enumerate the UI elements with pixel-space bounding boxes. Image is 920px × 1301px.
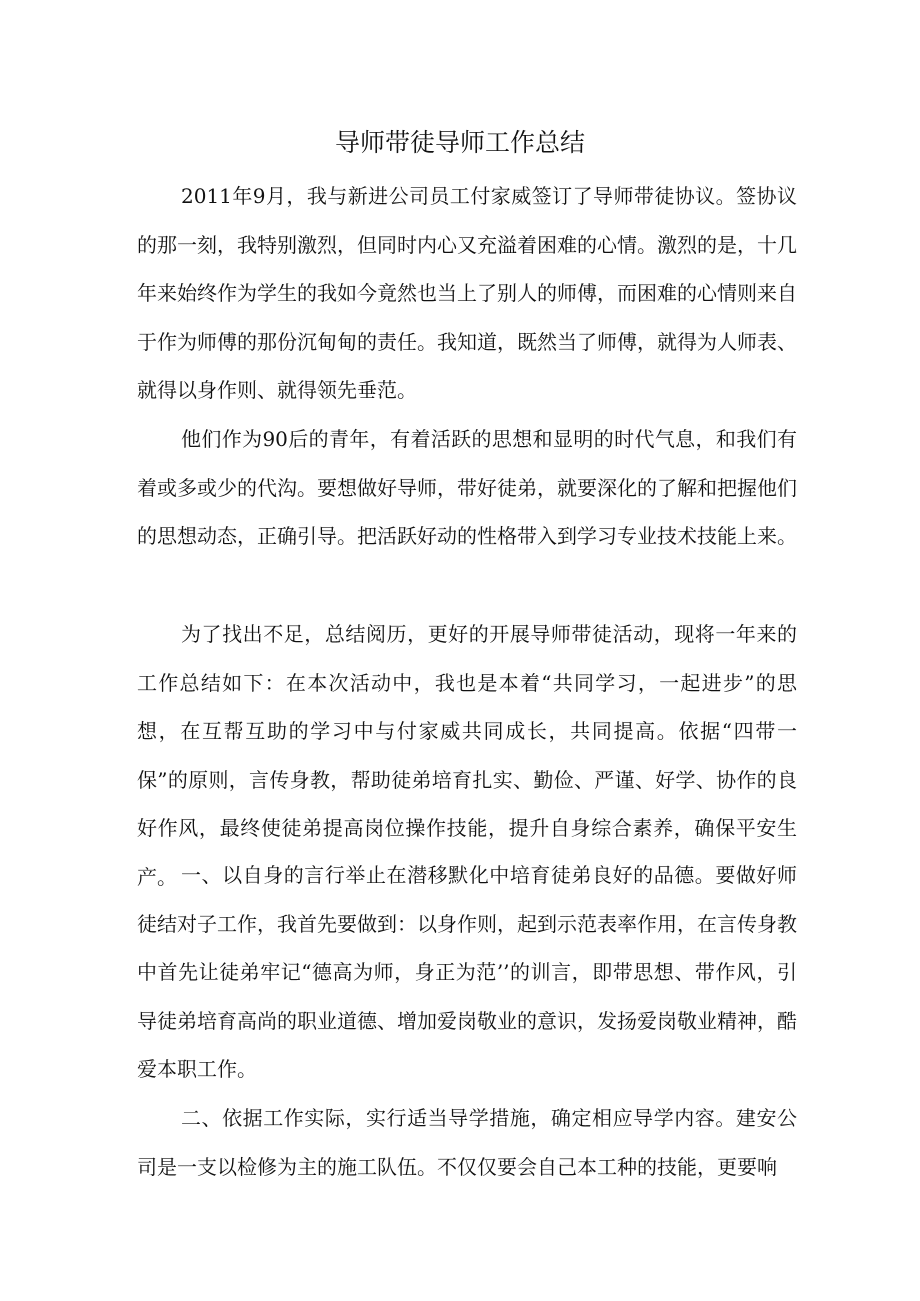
paragraph-4: 一、以自身的言行举止在潜移默化中培育徒弟良好的品德。要做好师徒结对子工作，我首先要做到：以身作则，起到示范表率作用，在言传身教中首先让徒弟牢记“德高为师，身正为范’’的训言，即带思想、带作风，引导徒弟培育高尚的职业道德、增加爱岗敬业的意识，发扬爱岗敬业精神，酷爱本职工作。 [137,863,797,1081]
paragraph-1: 2011年9月，我与新进公司员工付家威签订了导师带徒协议。签协议的那一刻，我特别激烈，但同时内心又充溢着困难的心情。激烈的是，十几年来始终作为学生的我如今竟然也当上了别人的师傅，而困难的心情则来自于作为师傅的那份沉甸甸的责任。我知道，既然当了师傅，就得为人师表、就得以身作则、就得领先垂范。 [137,184,797,402]
document-title: 导师带徒导师工作总结 [334,128,585,157]
paragraph-5: 二、依据工作实际，实行适当导学措施，确定相应导学内容。建安公司是一支以检修为主的施工队伍。不仅仅要会自己本工种的技能，更要响 [137,1106,797,1179]
paragraph-2: 他们作为90后的青年，有着活跃的思想和显明的时代气息，和我们有着或多或少的代沟。要想做好导师，带好徒弟，就要深化的了解和把握他们的思想动态，正确引导。把活跃好动的性格带入到学习专业技术技能上来。 [137,427,797,548]
paragraph-3: 为了找出不足，总结阅历，更好的开展导师带徒活动，现将一年来的工作总结如下：在本次活动中，我也是本着“共同学习，一起进步”的思想，在互帮互助的学习中与付家威共同成长，共同提高。依据“四带一保”的原则，言传身教，帮助徒弟培育扎实、勤俭、严谨、好学、协作的良好作风，最终使徒弟提高岗位操作技能，提升自身综合素养，确保平安生产。 [137,622,797,889]
